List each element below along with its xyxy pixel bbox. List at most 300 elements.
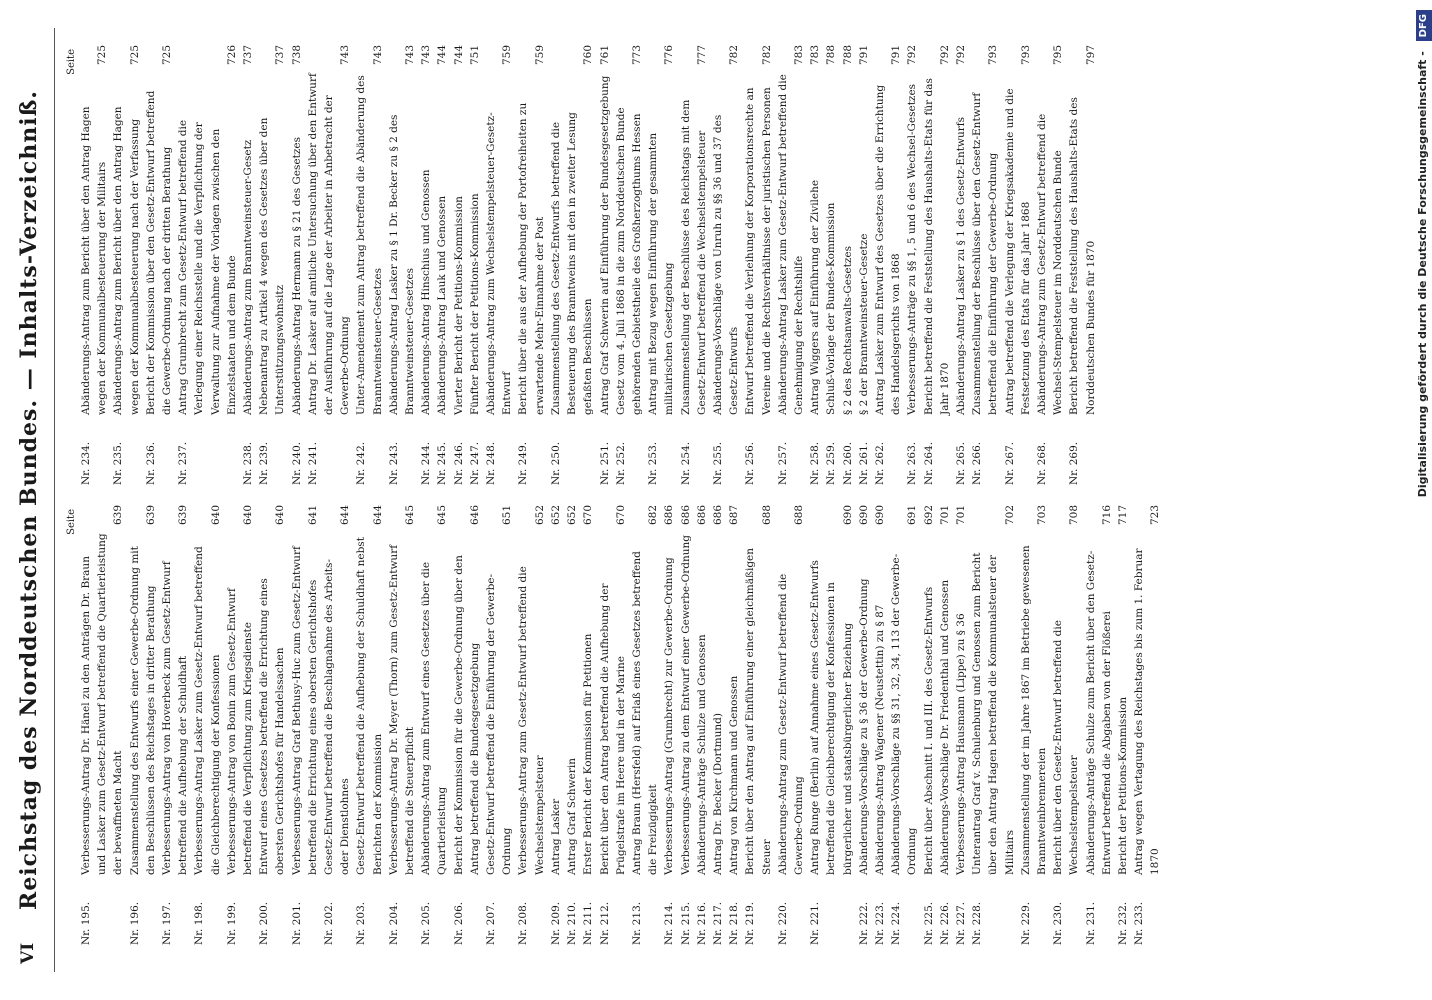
index-entry: [856, 45, 872, 485]
index-entry: [775, 505, 807, 945]
entry-number: Nr. 200.: [258, 901, 271, 945]
entry-text: Abänderungs-Vorschläge von Unruh zu §§ 36 und 37 des Gesetz-Entwurfs: [711, 114, 741, 415]
entry-text: Abänderungs-Antrag zum Entwurf eines Gesetzes über die Quartierleistung: [420, 561, 449, 875]
entry-number: Nr. 258.: [809, 441, 822, 485]
entry-number: Nr. 218.: [728, 901, 741, 945]
page-title: Reichstag des Norddeutschen Bundes. — Inhalts-Verzeichniß.: [16, 90, 42, 910]
entry-page: 761: [598, 45, 611, 66]
entry-number: Nr. 204.: [387, 901, 400, 945]
entry-text: § 2 des Rechtsanwalts-Gesetzes: [841, 246, 854, 415]
entry-page: 791: [857, 45, 870, 66]
index-entry: [175, 45, 240, 485]
entry-page: 652: [566, 505, 579, 526]
index-entry: [597, 505, 629, 945]
entry-page: 716: [1100, 505, 1113, 526]
entry-number: Nr. 208.: [517, 901, 530, 945]
entry-text: Bericht betreffend die Feststellung des Haushalts-Etats des Norddeutschen Bundes für 1870: [1068, 97, 1097, 415]
index-entry: [710, 505, 726, 945]
entry-page: 670: [614, 505, 627, 526]
entry-page: 640: [242, 505, 255, 526]
entry-number: Nr. 242.: [355, 441, 368, 485]
entry-page: 795: [1052, 45, 1065, 66]
entry-page: 738: [290, 45, 303, 66]
entry-text: Antrag Braun (Hersfeld) auf Erlaß eines Gesetzes betreffend die Freizügigkeit: [630, 551, 660, 875]
index-entry: [872, 505, 888, 945]
entry-page: 751: [468, 45, 481, 66]
column-heading: Seite: [66, 509, 77, 535]
index-entry: [937, 505, 953, 945]
entry-page: 651: [501, 505, 514, 526]
entry-number: Nr. 232.: [1117, 901, 1129, 945]
entry-page: 792: [906, 45, 919, 66]
entry-number: Nr. 225.: [922, 901, 935, 945]
index-entry: [240, 45, 256, 485]
entry-page: 652: [549, 505, 562, 526]
entry-page: 743: [339, 45, 352, 66]
entry-number: Nr. 205.: [420, 901, 433, 945]
entry-number: Nr. 250.: [549, 441, 562, 485]
entry-number: Nr. 256.: [744, 441, 757, 485]
entry-page: 701: [954, 505, 967, 526]
entry-text: Schluß-Vorlage der Bundes-Kommission: [825, 202, 838, 415]
entry-text: Erster Bericht der Kommission für Petitionen: [582, 633, 595, 875]
entry-text: Bericht über Abschnitt I. und III. des Gesetz-Entwurfs: [922, 586, 935, 875]
index-entry: [580, 505, 596, 945]
index-entry: [78, 505, 127, 945]
entry-text: Abänderungs-Anträge Schulze zum Bericht über den Gesetz-Entwurf betreffend die Abgaben von der Flößerei: [1084, 550, 1113, 875]
entry-text: Verbesserungs-Antrag von Bonin zum Gesetz-Entwurf betreffend die Verpflichtung zum Kriegsdienste: [225, 588, 255, 875]
index-entry: [353, 505, 385, 945]
index-entry: [742, 505, 774, 945]
index-entry: [1066, 45, 1098, 485]
entry-number: Nr. 247.: [468, 441, 481, 485]
entry-number: Nr. 226.: [938, 901, 951, 945]
entry-page: 645: [404, 505, 417, 526]
index-entry: [694, 505, 710, 945]
index-entry: [1131, 505, 1163, 945]
entry-number: Nr. 229.: [1019, 901, 1032, 945]
page-number: VI: [18, 942, 38, 964]
entry-number: Nr. 222.: [857, 901, 870, 945]
entry-number: Nr. 237.: [177, 441, 190, 485]
entry-number: Nr. 249.: [517, 441, 530, 485]
index-entry: [256, 505, 288, 945]
entry-text: Antrag Lasker: [549, 798, 562, 875]
entry-number: Nr. 269.: [1068, 441, 1081, 485]
entry-page: 686: [711, 505, 724, 526]
index-entry: [483, 45, 515, 485]
entry-text: Verbesserungs-Antrag Lasker zum Gesetz-Entwurf betreffend die Gleichberechtigung der Konfessionen: [193, 546, 222, 875]
index-entry: [645, 45, 677, 485]
entry-text: Antrag Dr. Becker (Dortmund): [711, 713, 724, 875]
index-column-left: [64, 505, 1164, 945]
column-heading: Seite: [66, 49, 77, 75]
entry-page: 743: [371, 45, 384, 66]
index-entry: [1034, 45, 1066, 485]
index-entry: [969, 505, 1018, 945]
entry-text: Antrag wegen Vertagung des Reichstages bis zum 1. Februar 1870: [1133, 548, 1162, 875]
entry-number: Nr. 248.: [485, 441, 498, 485]
entry-text: Verbesserungs-Antrag zu dem Entwurf einer Gewerbe-Ordnung: [679, 535, 692, 875]
entry-text: Unter-Amendement zum Antrag betreffend die Abänderung des Branntweinsteuer-Gesetzes: [355, 75, 384, 415]
entry-page: 687: [728, 505, 741, 526]
entry-number: Nr. 228.: [971, 901, 984, 945]
entry-text: Antrag von Kirchmann und Genossen: [728, 675, 741, 875]
entry-number: Nr. 252.: [614, 441, 627, 485]
entry-number: Nr. 196.: [128, 901, 141, 945]
entry-text: Bericht der Petitions-Kommission: [1117, 696, 1129, 875]
entry-text: Verbesserungs-Antrag zum Gesetz-Entwurf betreffend die Wechselstempelsteuer: [517, 566, 546, 875]
index-entry: [78, 45, 110, 485]
entry-page: 640: [209, 505, 222, 526]
index-entry: [127, 505, 159, 945]
entry-number: Nr. 251.: [598, 441, 611, 485]
entry-page: 777: [695, 45, 708, 66]
entry-page: 646: [468, 505, 481, 526]
entry-page: 737: [274, 45, 287, 66]
entry-number: Nr. 207.: [485, 901, 498, 945]
index-entry: [110, 45, 142, 485]
entry-text: Gesetz-Entwurf betreffend die Aufhebung der Schuldhaft nebst Berichten der Kommission: [355, 537, 384, 875]
entry-text: Bericht betreffend die Feststellung des Haushalts-Etats für das Jahr 1870: [922, 78, 951, 415]
entry-page: 783: [809, 45, 822, 66]
entry-text: Abänderungs-Antrag Wagener (Neustettin) zu § 87: [873, 604, 886, 875]
entry-number: Nr. 197.: [161, 901, 174, 945]
entry-text: Bericht über den Antrag auf Einführung einer gleichmäßigen Steuer: [744, 547, 773, 875]
entry-text: Antrag Dr. Lasker auf amtliche Untersuchung über den Entwurf der Ausführung auf die Lage der Arbeiter in Anbetracht der Gewerbe-Ordnung: [306, 73, 352, 415]
entry-text: Abänderungs-Antrag zum Wechselstempelsteuer-Gesetz-Entwurf: [485, 112, 514, 415]
entry-text: Abänderungs-Antrag Hinschius und Genossen: [420, 169, 433, 415]
entry-page: 644: [339, 505, 352, 526]
index-entry: [921, 505, 937, 945]
entry-number: Nr. 231.: [1084, 901, 1097, 945]
entry-number: Nr. 212.: [598, 901, 611, 945]
index-entry: [840, 45, 856, 485]
entry-number: Nr. 230.: [1052, 901, 1065, 945]
entry-page: 793: [987, 45, 1000, 66]
index-entry: [353, 45, 385, 485]
entry-page: 690: [873, 505, 886, 526]
entry-number: Nr. 217.: [711, 901, 724, 945]
entry-text: Antrag Lasker zum Entwurf des Gesetzes über die Errichtung des Handelsgerichts von 1868: [873, 84, 903, 415]
entry-number: Nr. 203.: [355, 901, 368, 945]
index-entry: [953, 45, 969, 485]
entry-text: Abänderungs-Antrag Lasker zu § 1 Dr. Becker zu § 2 des Branntweinsteuer-Gesetzes: [387, 114, 417, 415]
index-entry: [629, 505, 661, 945]
entry-page: 723: [1149, 505, 1162, 526]
entry-number: Nr. 234.: [80, 441, 92, 485]
entry-text: § 2 der Branntweinsteuer-Gesetze: [857, 233, 870, 415]
index-entry: [451, 505, 483, 945]
entry-page: 652: [533, 505, 546, 526]
entry-number: Nr. 255.: [711, 441, 724, 485]
entry-text: Abänderungs-Vorschläge zu §§ 31, 32, 34, 113 der Gewerbe-Ordnung: [890, 553, 919, 875]
entry-number: Nr. 241.: [306, 441, 319, 485]
entry-page: 688: [792, 505, 805, 526]
entry-text: Unterantrag Graf v. Schulenburg und Genossen zum Bericht über den Antrag Hagen betreffend die Kommunalsteuer der Militairs: [971, 552, 1016, 875]
digitization-note: Digitalisierung gefördert durch die Deutsche Forschungsgemeinschaft -: [1416, 51, 1429, 498]
index-entry: [823, 45, 839, 485]
index-entry: [1083, 505, 1115, 945]
entry-page: 691: [906, 505, 919, 526]
entry-page: 759: [501, 45, 514, 66]
entry-text: Bericht über den Gesetz-Entwurf betreffend die Wechselstempelsteuer: [1052, 620, 1081, 875]
entry-number: Nr. 209.: [549, 901, 562, 945]
entry-page: 773: [630, 45, 643, 66]
index-entry: [888, 505, 920, 945]
index-entry: [515, 505, 547, 945]
entry-page: 703: [1035, 505, 1048, 526]
entry-number: Nr. 223.: [873, 901, 886, 945]
entry-number: Nr. 238.: [242, 441, 255, 485]
entry-page: 782: [760, 45, 773, 66]
entry-number: Nr. 215.: [679, 901, 692, 945]
entry-page: 793: [1019, 45, 1032, 66]
entry-text: Verbesserungs-Anträge zu §§ 1, 5 und 6 des Wechsel-Gesetzes: [906, 83, 919, 415]
entry-number: Nr. 268.: [1035, 441, 1048, 485]
entry-page: 639: [177, 505, 190, 526]
entry-number: Nr. 199.: [225, 901, 238, 945]
entry-number: Nr. 240.: [290, 441, 303, 485]
index-entry: [597, 45, 613, 485]
entry-text: Antrag Runge (Berlin) auf Annahme eines Gesetz-Entwurfs betreffend die Gleichberechtigung der Konfessionen in bürgerlicher und staatsbürgerlicher Beziehung: [809, 560, 854, 875]
entry-text: Verbesserungs-Antrag Hausmann (Lippe) zu § 36: [954, 613, 967, 875]
entry-text: Entwurf betreffend die Verleihung der Korporationsrechte an Vereine und die Rechtsverhältnisse der juristischen Personen: [744, 87, 773, 415]
entry-page: 686: [695, 505, 708, 526]
index-entry: [224, 505, 256, 945]
entry-number: Nr. 245.: [436, 441, 449, 485]
index-entry: [305, 45, 354, 485]
entry-page: 690: [857, 505, 870, 526]
entry-text: Bericht über die aus der Aufhebung der Portofreiheiten zu erwartende Mehr-Einnahme der Post: [517, 102, 546, 415]
entry-page: 725: [96, 45, 109, 66]
entry-number: Nr. 219.: [744, 901, 757, 945]
entry-page: 743: [420, 45, 433, 66]
index-entry: [807, 45, 823, 485]
entry-number: Nr. 224.: [890, 901, 903, 945]
entry-page: 701: [938, 505, 951, 526]
entry-number: Nr. 195.: [80, 901, 92, 945]
entry-text: Zusammenstellung der im Jahre 1867 im Betriebe gewesenen Branntweinbrennereien: [1019, 545, 1048, 875]
entry-number: Nr. 259.: [825, 441, 838, 485]
entry-text: Antrag Grumbrecht zum Gesetz-Entwurf betreffend die Verlegung einer Reichsstelle und die Verpflichtung der Verwaltung zur Aufnahme der Vorlagen zwischen den Einzelstaaten und dem Bunde: [177, 119, 238, 415]
entry-text: Abänderungs-Antrag zum Bericht über den Antrag Hagen wegen der Kommunalbesteuerung nach der Verfassung: [112, 106, 141, 415]
entry-page: 682: [647, 505, 660, 526]
index-entry: [386, 45, 418, 485]
entry-number: Nr. 233.: [1133, 901, 1146, 945]
index-entry: [872, 45, 904, 485]
entry-text: Abänderungs-Anträge Schulze und Genossen: [695, 634, 708, 875]
entry-number: Nr. 213.: [630, 901, 643, 945]
entry-text: Bericht über den Antrag betreffend die Aufhebung der Prügelstrafe im Heere und in der Marine: [598, 583, 627, 875]
entry-page: 759: [533, 45, 546, 66]
entry-text: Antrag mit Bezug wegen Einführung der gesammten militairischen Gesetzgebung: [647, 132, 676, 415]
entry-page: 744: [436, 45, 449, 66]
index-entry: [418, 45, 434, 485]
entry-text: Gesetz-Entwurf betreffend die Einführung der Gewerbe-Ordnung: [485, 573, 514, 875]
entry-text: Gesetz vom 4. Juli 1868 in die zum Norddeutschen Bunde gehörenden Gebietstheile des Großherzogthums Hessen: [614, 107, 643, 415]
entry-number: Nr. 206.: [452, 901, 465, 945]
entry-page: 792: [938, 45, 951, 66]
index-entry: [726, 505, 742, 945]
entry-text: Antrag Graf Schwerin: [566, 758, 579, 875]
entry-text: Entwurf eines Gesetzes betreffend die Errichtung eines obersten Gerichtshofes für Handelssachen: [258, 578, 287, 875]
entry-page: 670: [582, 505, 595, 526]
entry-page: 686: [663, 505, 676, 526]
index-entry: [143, 45, 175, 485]
entry-text: Zusammenstellung der Beschlüsse über den Gesetz-Entwurf betreffend die Einführung der Gewerbe-Ordnung: [971, 92, 1000, 415]
entry-page: 782: [728, 45, 741, 66]
entry-text: Abänderungs-Antrag zum Gesetz-Entwurf betreffend die Wechsel-Stempelsteuer im Norddeutschen Bunde: [1035, 113, 1065, 415]
entry-number: Nr. 214.: [663, 901, 676, 945]
index-entry: [451, 45, 467, 485]
entry-text: Abänderungs-Vorschläge Dr. Friedenthal und Genossen: [938, 579, 951, 875]
entry-text: Abänderungs-Antrag zum Gesetz-Entwurf betreffend die Gewerbe-Ordnung: [776, 573, 805, 875]
entry-text: Zusammenstellung des Gesetz-Entwurfs betreffend die Besteuerung des Branntweins mit den in zweiter Lesung gefaßten Beschlüssen: [549, 112, 595, 415]
entry-text: Abänderungs-Antrag Lasker zum Gesetz-Entwurf betreffend die Genehmigung der Rechtshilfe: [776, 74, 805, 415]
entry-number: Nr. 265.: [954, 441, 967, 485]
index-entry: [807, 505, 856, 945]
entry-page: 776: [663, 45, 676, 66]
entry-number: Nr. 267.: [1003, 441, 1016, 485]
index-entry: [613, 45, 645, 485]
entry-page: 690: [841, 505, 854, 526]
entry-text: Verbesserungs-Antrag Dr. Hänel zu den Anträgen Dr. Braun und Lasker zum Gesetz-Entwurf betreffend die Quartierleistung der bewaffneten Macht: [80, 533, 125, 875]
entry-page: 760: [582, 45, 595, 66]
index-entry: [1050, 505, 1082, 945]
entry-page: 688: [760, 505, 773, 526]
entry-number: Nr. 246.: [452, 441, 465, 485]
entry-number: Nr. 210.: [566, 901, 579, 945]
entry-number: Nr. 262.: [873, 441, 886, 485]
index-entry: [548, 505, 564, 945]
entry-number: Nr. 236.: [144, 441, 157, 485]
entry-page: 686: [679, 505, 692, 526]
dfg-logo: DFG: [1416, 10, 1432, 41]
entry-number: Nr. 220.: [776, 901, 789, 945]
entry-number: Nr. 243.: [387, 441, 400, 485]
entry-page: 639: [144, 505, 157, 526]
index-entry: [191, 505, 223, 945]
entry-text: Bericht der Kommission über den Gesetz-Entwurf betreffend die Gewerbe-Ordnung nach der dritten Berathung: [144, 90, 174, 415]
index-entry: [775, 45, 807, 485]
entry-number: Nr. 202.: [323, 901, 336, 945]
index-entry: [1018, 505, 1050, 945]
index-entry: [159, 505, 191, 945]
entry-number: Nr. 239.: [258, 441, 271, 485]
entry-number: Nr. 201.: [290, 901, 303, 945]
entry-page: 788: [841, 45, 854, 66]
entry-page: 726: [225, 45, 238, 66]
entry-number: Nr. 244.: [420, 441, 433, 485]
index-entry: [321, 505, 353, 945]
entry-text: Verbesserungs-Antrag Graf Bethusy-Huc zum Gesetz-Entwurf betreffend die Errichtung eines obersten Gerichtshofes: [290, 546, 319, 875]
index-entry: [953, 505, 969, 945]
index-entry: [289, 45, 305, 485]
index-entry: [904, 45, 920, 485]
index-entry: [678, 505, 694, 945]
entry-page: 641: [306, 505, 319, 526]
entry-number: Nr. 198.: [193, 901, 206, 945]
entry-page: 645: [436, 505, 449, 526]
entry-page: 743: [404, 45, 417, 66]
entry-text: Fünfter Bericht der Petitions-Kommission: [468, 193, 481, 415]
entry-page: 644: [371, 505, 384, 526]
entry-number: Nr. 266.: [971, 441, 984, 485]
entry-number: Nr. 254.: [679, 441, 692, 485]
entry-number: Nr. 235.: [112, 441, 125, 485]
entry-text: Antrag Graf Schwerin auf Einführung der Bundesgesetzgebung: [598, 75, 611, 415]
index-entry: [483, 505, 515, 945]
entry-number: Nr. 253.: [647, 441, 660, 485]
index-entry: [467, 45, 483, 485]
entry-list: [78, 505, 1164, 945]
index-entry: [661, 505, 677, 945]
entry-text: Abänderungs-Antrag Hermann zu § 21 des Gesetzes: [290, 137, 303, 415]
entry-page: 792: [954, 45, 967, 66]
index-entry: [418, 505, 450, 945]
entry-page: 788: [825, 45, 838, 66]
page-header: [6, 28, 55, 972]
entry-page: 639: [112, 505, 125, 526]
index-entry: [1002, 45, 1034, 485]
entry-number: Nr. 216.: [695, 901, 708, 945]
entry-page: 640: [274, 505, 287, 526]
entry-page: 725: [128, 45, 141, 66]
index-entry: [256, 45, 288, 485]
entry-page: 737: [242, 45, 255, 66]
entry-text: Vierter Bericht der Petitions-Kommission: [452, 196, 465, 415]
entry-text: Abänderungs-Antrag Lauk und Genossen: [436, 195, 449, 415]
entry-page: 797: [1084, 45, 1097, 66]
entry-text: Zusammenstellung der Beschlüsse des Reichstags mit dem Gesetz-Entwurf betreffend die Wechselstempelsteuer: [679, 99, 708, 415]
entry-text: Abänderungs-Antrag Lasker zu § 1 des Gesetz-Entwurfs: [954, 116, 967, 415]
entry-page: 783: [792, 45, 805, 66]
entry-page: 692: [922, 505, 935, 526]
entry-page: 717: [1117, 505, 1129, 526]
index-entry: [710, 45, 742, 485]
entry-text: Antrag Wiggers auf Einführung der Zivilehe: [809, 179, 822, 415]
index-entry: [742, 45, 774, 485]
index-column-right: [64, 45, 1099, 485]
entry-text: Nebenantrag zu Artikel 4 wegen des Gesetzes über den Unterstützungswohnsitz: [258, 117, 287, 415]
entry-number: Nr. 211.: [582, 901, 595, 945]
entry-list: [78, 45, 1099, 485]
digitization-footer: [1402, 0, 1432, 1000]
entry-text: Zusammenstellung des Entwurfs einer Gewerbe-Ordnung mit den Beschlüssen des Reichstages in dritter Berathung: [128, 546, 157, 875]
entry-number: Nr. 260.: [841, 441, 854, 485]
entry-number: Nr. 221.: [809, 901, 822, 945]
entry-text: Gesetz-Entwurf betreffend die Beschlagnahme des Arbeits- oder Dienstlohnes: [323, 559, 352, 875]
index-entry: [921, 45, 953, 485]
index-entry: [856, 505, 872, 945]
entry-text: Antrag betreffend die Verlegung der Kriegsakademie und die Festsetzung des Etats für das Jahr 1868: [1003, 88, 1032, 415]
entry-text: Verbesserungs-Antrag von Hoverbeck zum Gesetz-Entwurf betreffend die Aufhebung der Schuldhaft: [161, 561, 190, 875]
entry-page: 708: [1068, 505, 1081, 526]
entry-page: 702: [1003, 505, 1016, 526]
entry-text: Abänderungs-Antrag zum Bericht über den Antrag Hagen wegen der Kommunalbesteuerung der Militairs: [80, 106, 109, 415]
index-entry: [548, 45, 597, 485]
index-entry: [515, 45, 547, 485]
entry-number: Nr. 264.: [922, 441, 935, 485]
entry-number: Nr. 261.: [857, 441, 870, 485]
entry-number: Nr. 257.: [776, 441, 789, 485]
index-entry: [969, 45, 1001, 485]
index-entry: [289, 505, 321, 945]
entry-page: 744: [452, 45, 465, 66]
entry-text: Verbesserungs-Antrag (Grumbrecht) zur Gewerbe-Ordnung: [663, 557, 676, 875]
entry-page: 791: [890, 45, 903, 66]
